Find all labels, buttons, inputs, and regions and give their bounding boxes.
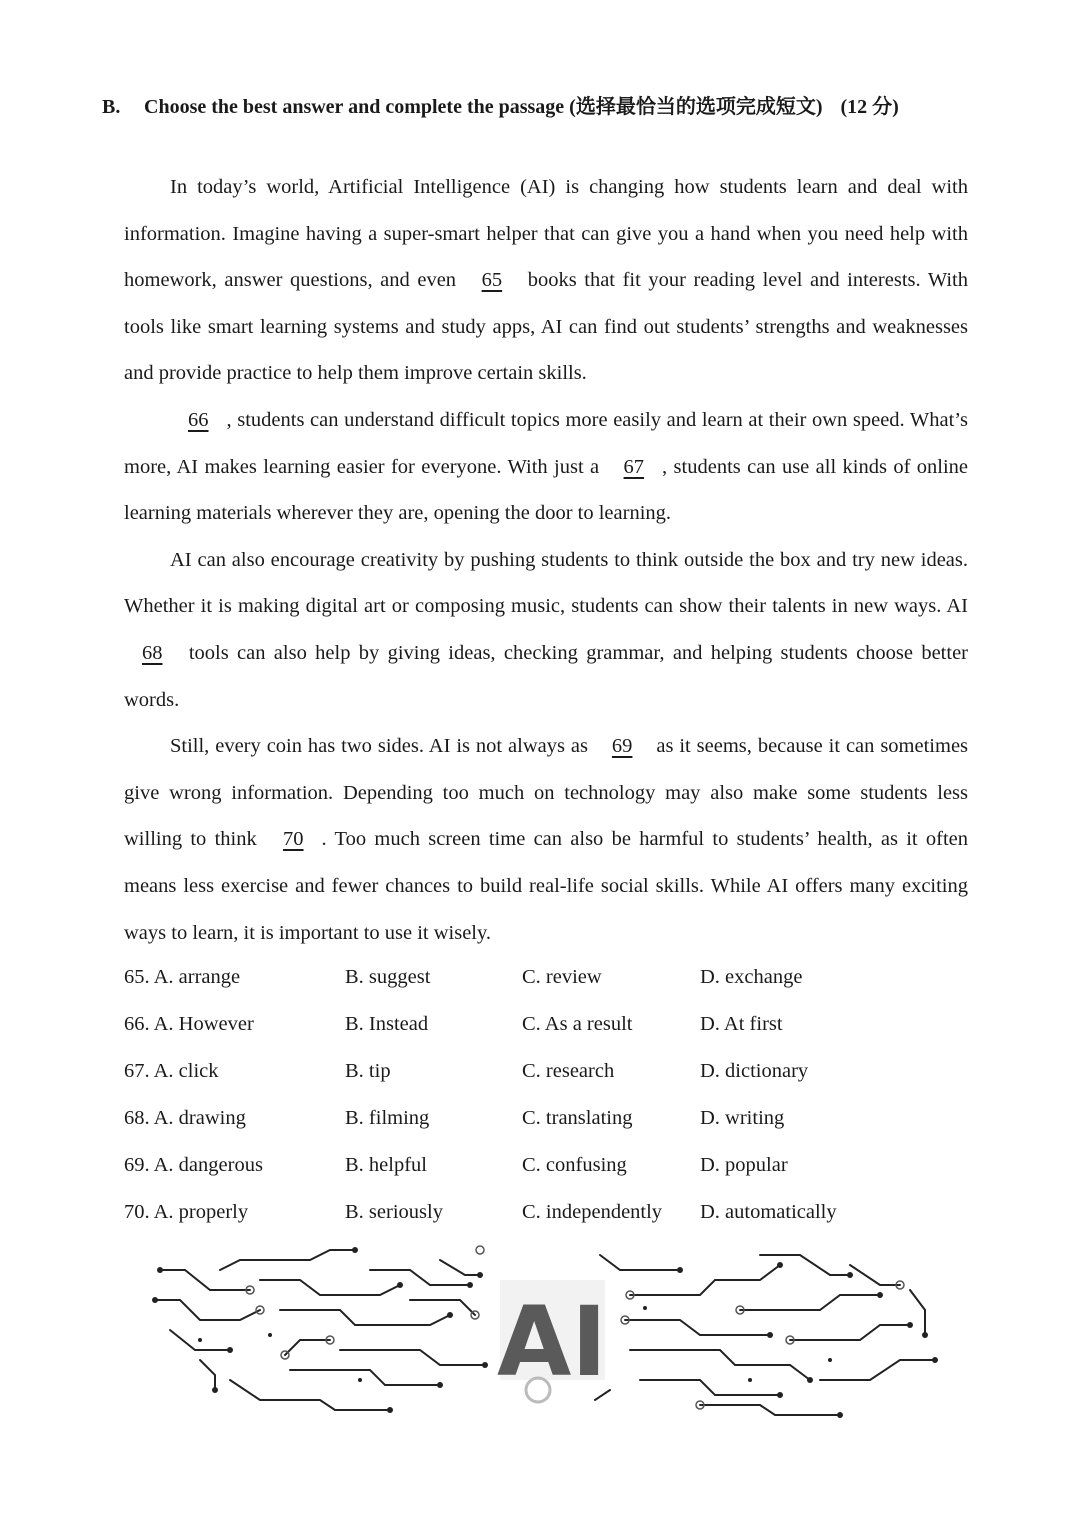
option-c: C. review bbox=[522, 966, 602, 988]
question-row bbox=[124, 1054, 984, 1101]
option-c: C. translating bbox=[522, 1107, 633, 1129]
option-b: B. Instead bbox=[345, 1013, 429, 1035]
question-row bbox=[124, 960, 984, 1007]
option-a: 70. A. properly bbox=[124, 1201, 249, 1223]
question-row bbox=[124, 1195, 984, 1242]
question-row bbox=[124, 1007, 984, 1054]
option-a: 69. A. dangerous bbox=[124, 1154, 263, 1176]
answer-options bbox=[124, 960, 984, 1242]
section-heading bbox=[102, 90, 1002, 119]
option-d: D. popular bbox=[700, 1154, 788, 1176]
option-d: D. automatically bbox=[700, 1201, 837, 1223]
option-c: C. As a result bbox=[522, 1013, 633, 1035]
section-title: Choose the best answer and complete the passage (选择最恰当的选项完成短文) bbox=[144, 96, 823, 118]
option-d: D. dictionary bbox=[700, 1060, 809, 1082]
option-b: B. filming bbox=[345, 1107, 430, 1129]
option-b: B. tip bbox=[345, 1060, 391, 1082]
circuit-nodes-left bbox=[152, 1247, 488, 1413]
circuit-board-icon bbox=[140, 1240, 950, 1420]
ai-logo bbox=[497, 1280, 607, 1402]
circuit-lines-right bbox=[595, 1255, 935, 1415]
passage-text: In today’s world, Artificial Intelligence (AI) is changing how students learn and deal with information. Imagine having a super-smart helper that can give you a hand when you need help with homework, answer questions, and even bbox=[124, 176, 968, 292]
option-d: D. writing bbox=[700, 1107, 785, 1129]
passage-text: , students can use all kinds of online learning materials wherever they are, opening the door to learning. bbox=[124, 455, 969, 525]
blank-69: 69 bbox=[611, 735, 633, 758]
passage-text: books that fit your reading level and interests. With tools like smart learning systems and study apps, AI can find out students’ strengths and weaknesses and provide practice to help them improve certain skills. bbox=[124, 269, 968, 385]
passage-text: AI can also encourage creativity by pushing students to think outside the box and try new ideas. Whether it is making digital art or composing music, students can show their talents in new ways. AI bbox=[124, 548, 968, 618]
paragraph-3 bbox=[124, 537, 968, 723]
option-d: D. At first bbox=[700, 1013, 783, 1035]
question-row bbox=[124, 1148, 984, 1195]
passage-text: tools can also help by giving ideas, checking grammar, and helping students choose better words. bbox=[124, 641, 968, 711]
option-c: C. confusing bbox=[522, 1154, 627, 1176]
option-a: 67. A. click bbox=[124, 1060, 219, 1082]
passage-text: as it seems, because it can sometimes give wrong information. Depending too much on technology may also make some students less willing to think bbox=[124, 735, 969, 851]
circuit-open-nodes-left bbox=[246, 1246, 484, 1359]
blank-67: 67 bbox=[623, 455, 645, 478]
blank-66: 66 bbox=[188, 408, 209, 431]
option-b: B. helpful bbox=[345, 1154, 427, 1176]
blank-70: 70 bbox=[283, 828, 304, 851]
blank-68: 68 bbox=[142, 641, 163, 664]
option-b: B. seriously bbox=[345, 1201, 443, 1223]
option-a: 68. A. drawing bbox=[124, 1107, 246, 1129]
option-a: 66. A. However bbox=[124, 1013, 254, 1035]
blank-65: 65 bbox=[481, 269, 503, 292]
ai-logo-text: AI bbox=[496, 1286, 608, 1398]
option-d: D. exchange bbox=[700, 966, 803, 988]
circuit-lines-left bbox=[155, 1250, 485, 1410]
option-a: 65. A. arrange bbox=[124, 966, 241, 988]
section-score: (12 分) bbox=[840, 96, 899, 118]
question-row bbox=[124, 1101, 984, 1148]
passage-text: Still, every coin has two sides. AI is not always as bbox=[170, 735, 588, 758]
option-c: C. research bbox=[522, 1060, 615, 1082]
circuit-open-nodes-right bbox=[621, 1281, 904, 1409]
passage-text: . Too much screen time can also be harmful to students’ health, as it often means less exercise and fewer chances to build real-life social skills. While AI offers many exciting ways to learn, it is important to use it wisely. bbox=[124, 828, 969, 944]
paragraph-4 bbox=[124, 723, 968, 956]
section-letter: B. bbox=[102, 96, 121, 118]
passage bbox=[124, 164, 968, 956]
option-c: C. independently bbox=[522, 1201, 663, 1223]
passage-text: , students can understand difficult topics more easily and learn at their own speed. What’s more, AI makes learning easier for everyone. With just a bbox=[124, 408, 968, 478]
option-b: B. suggest bbox=[345, 966, 431, 988]
paragraph-1 bbox=[124, 164, 968, 397]
paragraph-2 bbox=[124, 397, 968, 537]
